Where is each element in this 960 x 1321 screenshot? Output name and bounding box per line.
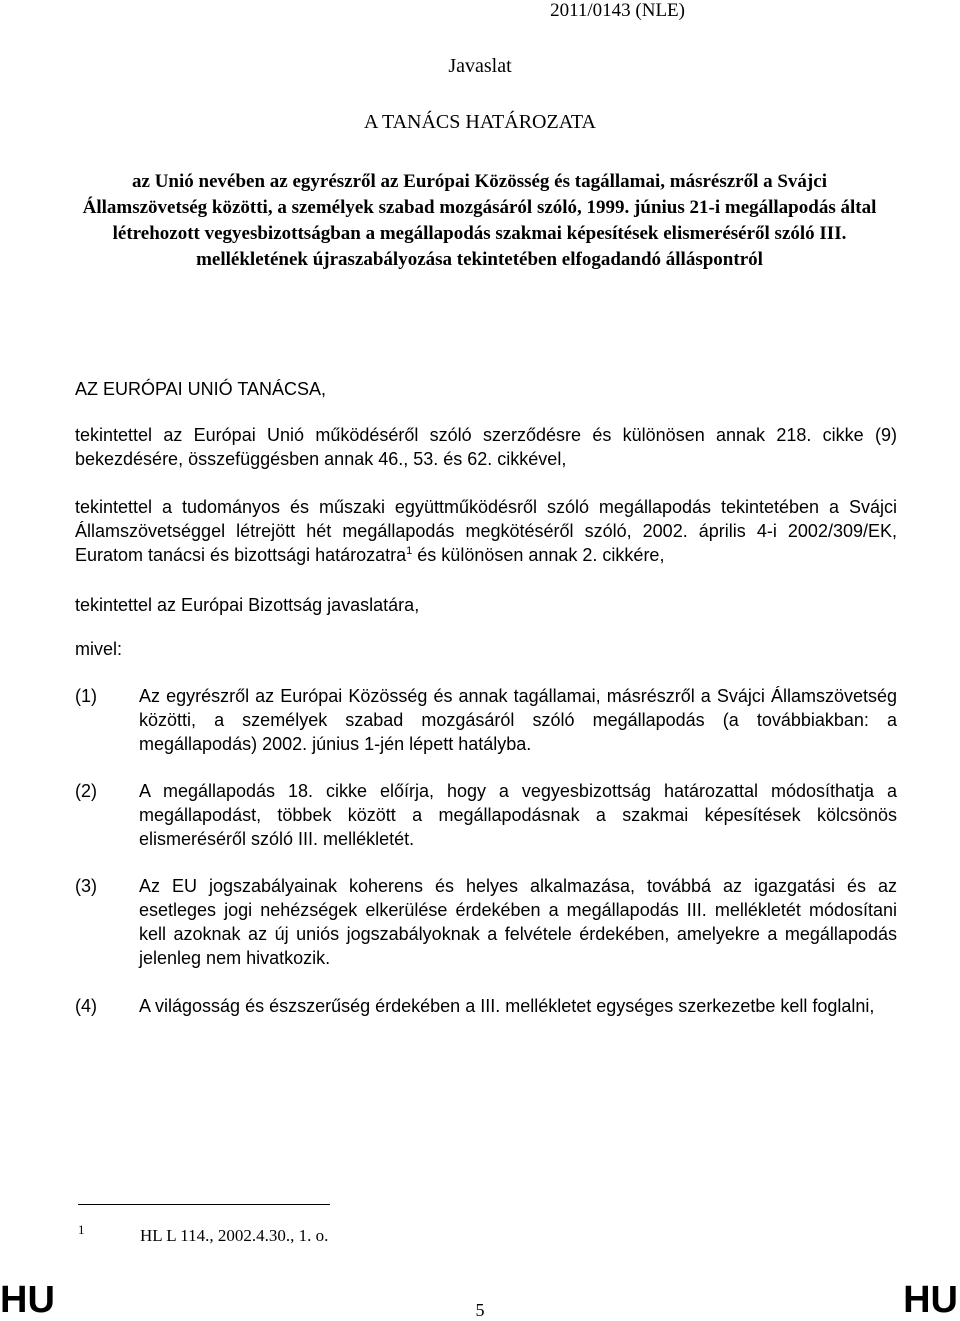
language-code-right: HU — [903, 1279, 958, 1321]
recital-number: (4) — [75, 996, 97, 1016]
recital-item — [75, 779, 897, 851]
recital-text: Az egyrészről az Európai Közösség és annak tagállamai, másrészről a Svájci Államszövetség közötti, a személyek szabad mozgásáról szóló megállapodás (a továbbiakban: a megállapodás) 2002. június 1-jén lépett hatályba. — [139, 686, 897, 754]
recital-item — [75, 684, 897, 756]
recital-number: (1) — [75, 686, 97, 706]
paragraph-agreement-reference — [75, 495, 897, 567]
council-heading: AZ EURÓPAI UNIÓ TANÁCSA, — [75, 379, 327, 399]
document-subject: az Unió nevében az egyrészről az Európai Közösség és tagállamai, másrészről a Svájci Államszövetség közötti, a személyek szabad mozgásáról szóló, 1999. június 21-i megállapodás által létrehozott vegyesbizottságban a megállapodás szakmai képesítések elismeréséről szóló III. mellékletének újraszabályozása tekintetében elfogadandó álláspontról — [82, 171, 877, 270]
recital-number: (3) — [75, 876, 97, 896]
page-number: 5 — [475, 1300, 485, 1320]
footnote-number: 1 — [78, 1222, 85, 1237]
footnote-separator — [78, 1204, 330, 1205]
document-reference: 2011/0143 (NLE) — [550, 0, 685, 21]
paragraph-legal-basis: tekintettel az Európai Unió működéséről szóló szerződésre és különösen annak 218. cikke (9) bekezdésére, összefüggésben annak 46., 53. és 62. cikkével, — [75, 425, 897, 469]
language-code-left: HU — [0, 1279, 55, 1321]
paragraph-agreement-text: tekintettel a tudományos és műszaki együttműködésről szóló megállapodás tekintetében a Svájci Államszövetséggel létrejött hét megállapodás megkötéséről szóló, 2002. április 4-i 2002/309/EK, Euratom tanácsi és bizottsági határozatra — [75, 497, 897, 565]
footnote-reference[interactable]: 1 — [406, 545, 413, 557]
recital-item — [75, 994, 897, 1018]
recital-text: Az EU jogszabályainak koherens és helyes alkalmazása, továbbá az igazgatási és az esetleges jogi nehézségek elkerülése érdekében a megállapodás III. mellékletét módosítani kell azoknak az új uniós jogszabályoknak a felvétele érdekében, amelyekre a megállapodás jelenleg nem hivatkozik. — [139, 876, 897, 968]
document-title: A TANÁCS HATÁROZATA — [363, 111, 596, 133]
recital-number: (2) — [75, 781, 97, 801]
recital-text: A megállapodás 18. cikke előírja, hogy a vegyesbizottság határozattal módosíthatja a megállapodást, többek között a megállapodásnak a szakmai képesítések kölcsönös elismeréséről szóló III. mellékletét. — [139, 781, 897, 849]
paragraph-agreement-tail: és különösen annak 2. cikkére, — [412, 545, 665, 565]
recital-text: A világosság és észszerűség érdekében a III. mellékletet egységes szerkezetbe kell foglalni, — [139, 996, 875, 1016]
recital-item — [75, 874, 897, 970]
footnote-text: HL L 114., 2002.4.30., 1. o. — [140, 1226, 329, 1245]
document-type: Javaslat — [448, 55, 512, 77]
paragraph-whereas: mivel: — [75, 639, 123, 659]
paragraph-commission-proposal: tekintettel az Európai Bizottság javaslatára, — [75, 595, 420, 615]
